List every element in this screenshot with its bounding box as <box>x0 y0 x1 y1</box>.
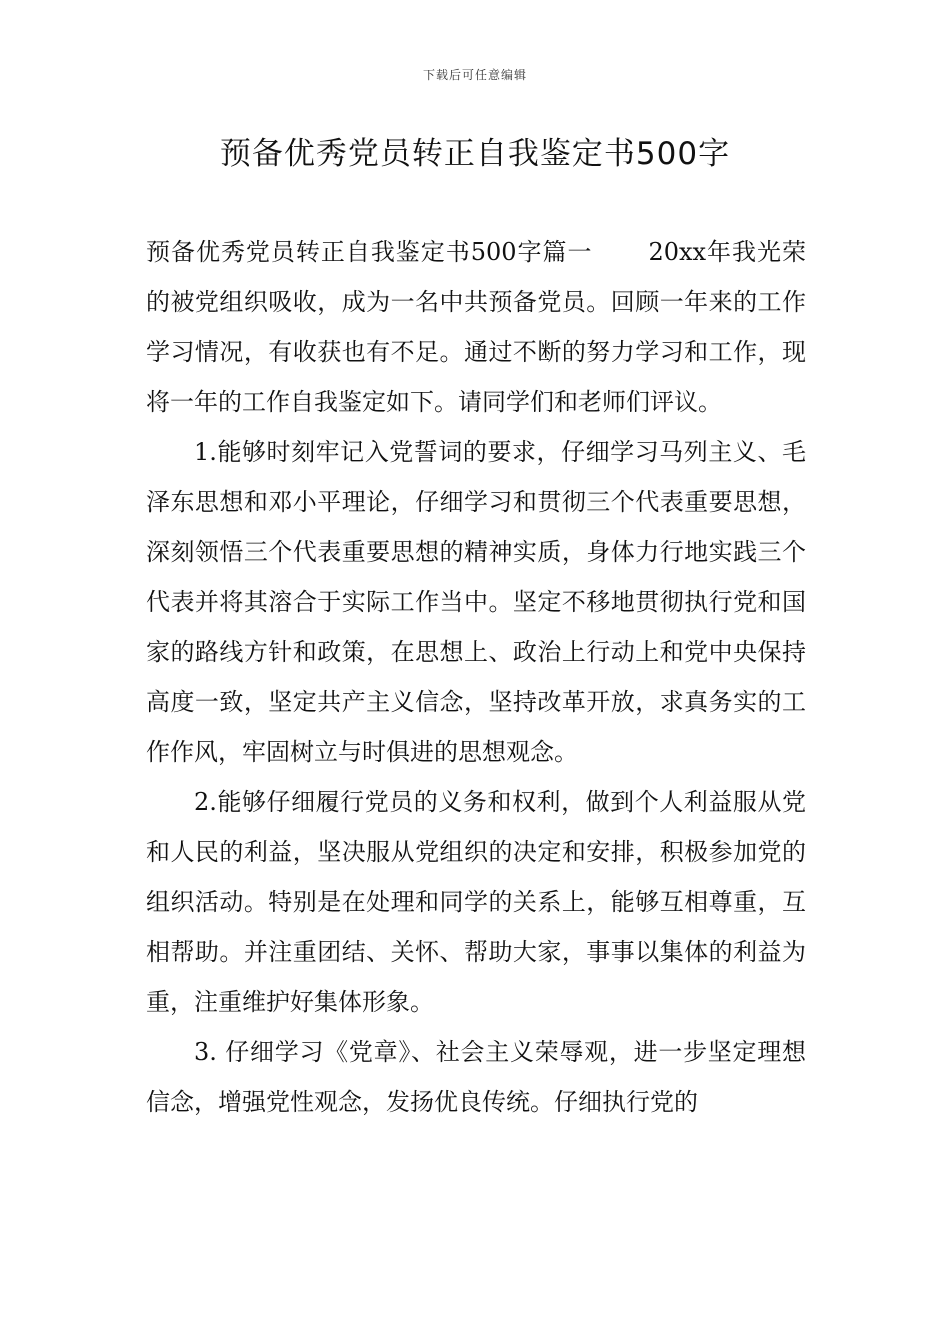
body-paragraph-1: 1.能够时刻牢记入党誓词的要求，仔细学习马列主义、毛泽东思想和邓小平理论，仔细学习和贯彻三个代表重要思想，深刻领悟三个代表重要思想的精神实质，身体力行地实践三个代表并将其溶合于实际工作当中。坚定不移地贯彻执行党和国家的路线方针和政策，在思想上、政治上行动上和党中央保持高度一致，坚定共产主义信念，坚持改革开放，求真务实的工作作风，牢固树立与时俱进的思想观念。 <box>146 438 806 766</box>
body-paragraph-3: 3. 仔细学习《党章》、社会主义荣辱观，进一步坚定理想信念，增强党性观念，发扬优良传统。仔细执行党的 <box>146 1038 806 1116</box>
document-title: 预备优秀党员转正自我鉴定书500字 <box>219 136 731 172</box>
header-note: 下载后可任意编辑 <box>422 68 527 82</box>
body-paragraph-2: 2.能够仔细履行党员的义务和权利，做到个人利益服从党和人民的利益，坚决服从党组织的决定和安排，积极参加党的组织活动。特别是在处理和同学的关系上，能够互相尊重，互相帮助。并注重团结、关怀、帮助大家，事事以集体的利益为重，注重维护好集体形象。 <box>146 788 806 1016</box>
intro-text: 20xx年我光荣的被党组织吸收，成为一名中共预备党员。回顾一年来的工作学习情况，有收获也有不足。通过不断的努力学习和工作，现将一年的工作自我鉴定如下。请同学们和老师们评议。 <box>146 238 806 416</box>
intro-heading: 预备优秀党员转正自我鉴定书500字篇一 <box>146 238 593 266</box>
intro-paragraph <box>146 227 806 427</box>
document-body <box>146 227 806 1127</box>
